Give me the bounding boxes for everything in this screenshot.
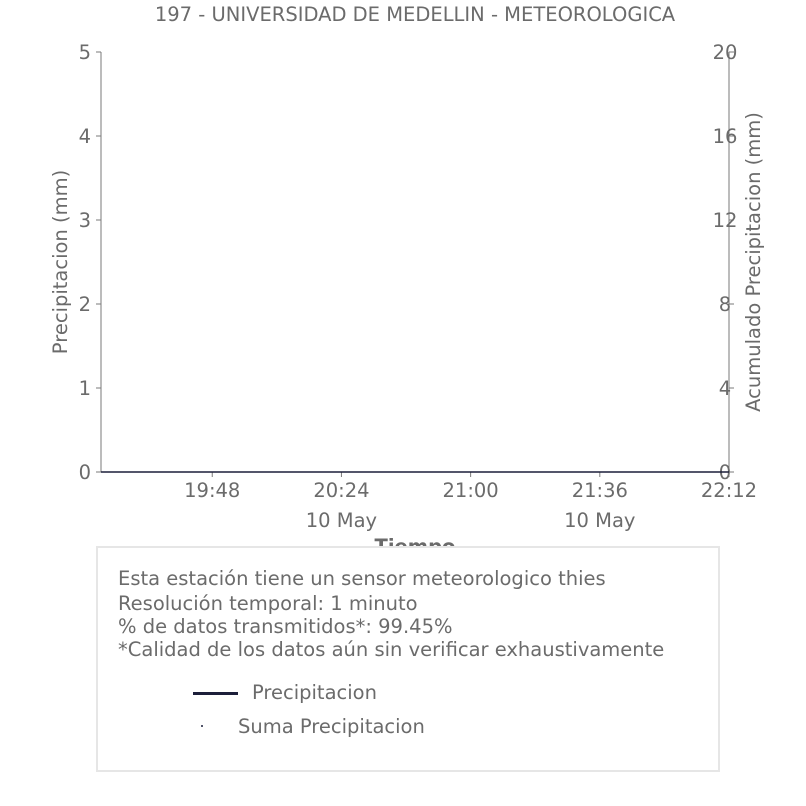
x-tick-time-label: 21:00 [442, 479, 499, 502]
info-resolution: Resolución temporal: 1 minuto [118, 592, 418, 615]
chart-title: 197 - UNIVERSIDAD DE MEDELLIN - METEOROLOGICA [154, 3, 676, 26]
left-y-tick-label: 1 [78, 377, 91, 400]
x-tick-time-label: 22:12 [700, 479, 758, 502]
x-ticks [184, 472, 757, 532]
x-tick-time-label: 21:36 [571, 479, 628, 502]
right-y-tick-label: 12 [712, 209, 738, 232]
left-y-tick-label: 3 [78, 209, 91, 232]
left-y-tick-label: 2 [78, 293, 91, 316]
right-y-tick-label: 16 [712, 125, 738, 148]
left-y-tick-label: 0 [78, 461, 91, 484]
info-quality-note: *Calidad de los datos aún sin verificar exhaustivamente [118, 638, 665, 661]
info-box [96, 546, 720, 772]
y-axis-label: Precipitacion (mm) [49, 169, 72, 355]
right-y-ticks [713, 41, 738, 484]
left-y-tick-label: 4 [78, 125, 91, 148]
info-transmitted: % de datos transmitidos*: 99.45% [118, 615, 453, 638]
legend-suma-precipitacion: Suma Precipitacion [238, 715, 425, 738]
right-y-tick-label: 4 [718, 377, 732, 400]
legend-precipitacion: Precipitacion [252, 681, 377, 704]
right-y-tick-label: 8 [718, 293, 732, 316]
left-y-ticks [79, 41, 101, 484]
right-y-tick-label: 20 [712, 41, 738, 64]
x-tick-date-label: 10 May [564, 509, 636, 532]
right-y-tick-label: 0 [718, 461, 732, 484]
legend-line-swatch [193, 692, 238, 695]
info-sensor: Esta estación tiene un sensor meteorologico thies [118, 567, 606, 590]
left-y-tick-label: 5 [78, 41, 91, 64]
x-tick-time-label: 20:24 [313, 479, 370, 502]
x-tick-date-label: 10 May [305, 509, 378, 532]
y2-axis-label: Acumulado Precipitacion (mm) [742, 112, 765, 412]
legend-dot-swatch [201, 725, 203, 727]
x-tick-time-label: 19:48 [184, 479, 241, 502]
